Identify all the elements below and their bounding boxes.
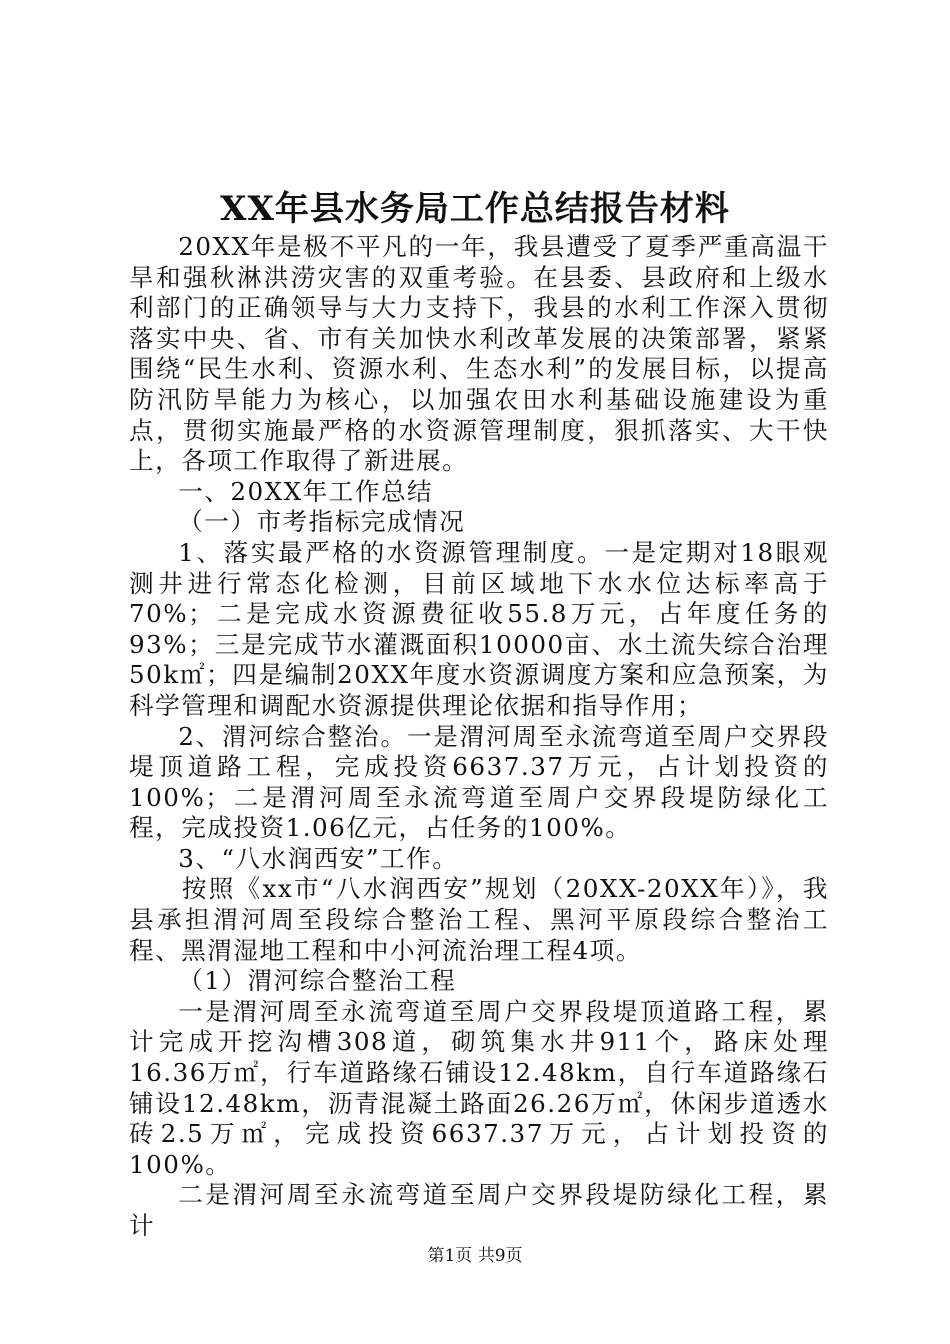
- paragraph-greening-project: 二是渭河周至永流弯道至周户交界段堤防绿化工程，累计: [129, 1180, 829, 1240]
- paragraph-weihe-renovation: 2、渭河综合整治。一是渭河周至永流弯道至周户交界段堤顶道路工程，完成投资6637.37万元，占计划投资的100%；二是渭河周至永流弯道至周户交界段堤防绿化工程，完成投资1.06亿元，占任务的100%。: [129, 721, 829, 843]
- page-footer: [0, 1244, 950, 1268]
- paragraph-water-resource-management: 1、落实最严格的水资源管理制度。一是定期对18眼观测井进行常态化检测，目前区域地下水水位达标率高于70%；二是完成水资源费征收55.8万元，占年度任务的93%；三是完成节水灌溉面积10000亩、水土流失综合治理50k㎡；四是编制20XX年度水资源调度方案和应急预案，为科学管理和调配水资源提供理论依据和指导作用；: [129, 537, 829, 720]
- paragraph-intro: 20XX年是极不平凡的一年，我县遭受了夏季严重高温干旱和强秋淋洪涝灾害的双重考验。在县委、县政府和上级水利部门的正确领导与大力支持下，我县的水利工作深入贯彻落实中央、省、市有关加快水利改革发展的决策部署，紧紧围绕“民生水利、资源水利、生态水利”的发展目标，以提高防汛防旱能力为核心，以加强农田水利基础设施建设为重点，贯彻实施最严格的水资源管理制度，狠抓落实、大干快上，各项工作取得了新进展。: [129, 232, 829, 476]
- paragraph-eight-waters-plan: 按照《xx市“八水润西安”规划（20XX-20XX年）》，我县承担渭河周至段综合整治工程、黑河平原段综合整治工程、黑渭湿地工程和中小河流治理工程4项。: [129, 874, 829, 965]
- subsection-heading-indicators: （一）市考指标完成情况: [178, 507, 466, 537]
- document-title: XX年县水务局工作总结报告材料: [220, 189, 730, 229]
- section-heading-summary: 一、20XX年工作总结: [178, 476, 434, 506]
- document-body: [129, 232, 829, 1242]
- paragraph-road-project: 一是渭河周至永流弯道至周户交界段堤顶道路工程，累计完成开挖沟槽308道，砌筑集水井911个，路床处理16.36万㎡，行车道路缘石铺设12.48km，自行车道路缘石铺设12.48km，沥青混凝土路面26.26万㎡，休闲步道透水砖2.5万㎡，完成投资6637.37万元，占计划投资的100%。: [129, 996, 829, 1179]
- paragraph-eight-waters-heading: 3、“八水润西安”工作。: [178, 843, 459, 873]
- item-heading-weihe-project: （1）渭河综合整治工程: [178, 966, 457, 996]
- page-indicator: 第1页 共9页: [427, 1246, 523, 1266]
